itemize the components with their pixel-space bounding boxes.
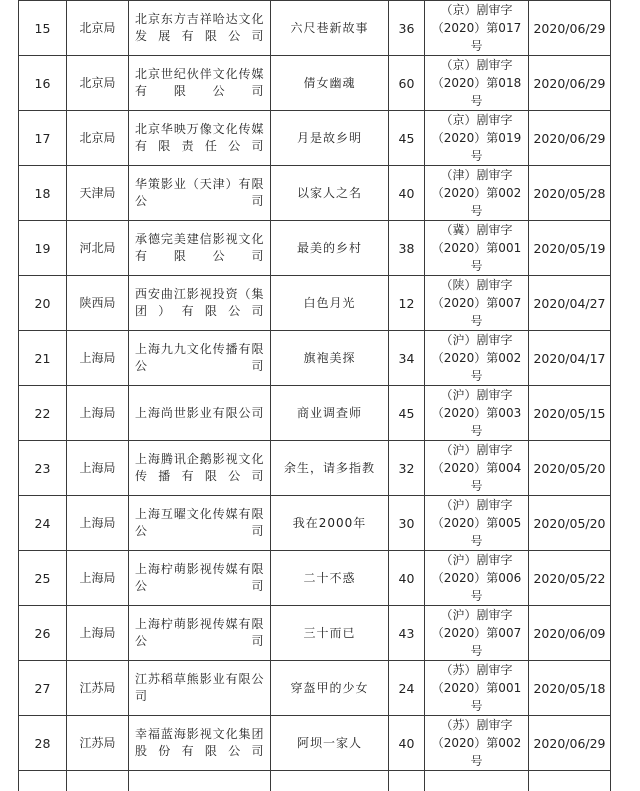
table-row-partial [19,771,611,791]
table-row [19,716,611,771]
license-line-2: （2020）第002号 [431,186,522,218]
license-line-2: （2020）第001号 [431,241,522,273]
bureau-cell: 上海局 [67,331,129,386]
title-cell: 二十不惑 [271,551,389,606]
title-cell: 六尺巷新故事 [271,1,389,56]
table-row [19,386,611,441]
empty-cell [271,771,389,791]
bureau-cell: 江苏局 [67,661,129,716]
license-cell [425,716,529,771]
episodes-cell: 43 [389,606,425,661]
license-line-2: （2020）第007号 [431,296,522,328]
license-cell [425,386,529,441]
company-cell: 北京华映万像文化传媒有限责任公司 [129,111,271,166]
company-cell: 上海柠萌影视传媒有限公司 [129,606,271,661]
date-cell: 2020/06/29 [529,1,611,56]
empty-cell [19,771,67,791]
license-line-1: （京）剧审字 [440,58,513,72]
table-row [19,1,611,56]
title-cell: 月是故乡明 [271,111,389,166]
title-cell: 倩女幽魂 [271,56,389,111]
license-cell [425,606,529,661]
company-cell: 西安曲江影视投资（集团）有限公司 [129,276,271,331]
license-line-1: （冀）剧审字 [440,223,513,237]
company-cell: 上海柠萌影视传媒有限公司 [129,551,271,606]
license-line-1: （沪）剧审字 [440,498,513,512]
bureau-cell: 北京局 [67,111,129,166]
license-cell [425,1,529,56]
company-cell: 上海尚世影业有限公司 [129,386,271,441]
empty-cell [67,771,129,791]
date-cell: 2020/06/29 [529,56,611,111]
license-line-1: （苏）剧审字 [440,718,513,732]
empty-cell [425,771,529,791]
table-body [19,1,611,791]
license-cell [425,276,529,331]
title-cell: 穿盔甲的少女 [271,661,389,716]
license-cell [425,496,529,551]
license-cell [425,221,529,276]
company-cell: 北京东方吉祥哈达文化发展有限公司 [129,1,271,56]
license-line-2: （2020）第017号 [431,21,522,53]
license-line-1: （苏）剧审字 [440,663,513,677]
episodes-cell: 32 [389,441,425,496]
bureau-cell: 北京局 [67,1,129,56]
company-cell: 北京世纪伙伴文化传媒有限公司 [129,56,271,111]
bureau-cell: 上海局 [67,606,129,661]
episodes-cell: 40 [389,716,425,771]
date-cell: 2020/06/29 [529,716,611,771]
row-number: 28 [19,716,67,771]
date-cell: 2020/05/22 [529,551,611,606]
table-row [19,166,611,221]
title-cell: 商业调查师 [271,386,389,441]
license-line-1: （沪）剧审字 [440,443,513,457]
date-cell: 2020/06/29 [529,111,611,166]
license-line-2: （2020）第002号 [431,736,522,768]
bureau-cell: 天津局 [67,166,129,221]
date-cell: 2020/05/20 [529,441,611,496]
episodes-cell: 12 [389,276,425,331]
bureau-cell: 江苏局 [67,716,129,771]
date-cell: 2020/06/09 [529,606,611,661]
row-number: 22 [19,386,67,441]
episodes-cell: 38 [389,221,425,276]
license-cell [425,166,529,221]
empty-cell [129,771,271,791]
date-cell: 2020/05/20 [529,496,611,551]
document-page [18,0,610,791]
episodes-cell: 45 [389,111,425,166]
license-line-1: （沪）剧审字 [440,333,513,347]
row-number: 19 [19,221,67,276]
company-cell: 幸福蓝海影视文化集团股份有限公司 [129,716,271,771]
title-cell: 白色月光 [271,276,389,331]
table-row [19,331,611,386]
title-cell: 以家人之名 [271,166,389,221]
license-line-2: （2020）第006号 [431,571,522,603]
episodes-cell: 60 [389,56,425,111]
approval-table [18,0,611,791]
episodes-cell: 40 [389,166,425,221]
title-cell: 最美的乡村 [271,221,389,276]
empty-cell [389,771,425,791]
license-cell [425,56,529,111]
row-number: 20 [19,276,67,331]
row-number: 26 [19,606,67,661]
license-line-2: （2020）第007号 [431,626,522,658]
title-cell: 旗袍美探 [271,331,389,386]
bureau-cell: 上海局 [67,386,129,441]
row-number: 15 [19,1,67,56]
episodes-cell: 30 [389,496,425,551]
row-number: 24 [19,496,67,551]
bureau-cell: 河北局 [67,221,129,276]
date-cell: 2020/05/19 [529,221,611,276]
row-number: 18 [19,166,67,221]
license-cell [425,551,529,606]
bureau-cell: 陕西局 [67,276,129,331]
row-number: 16 [19,56,67,111]
date-cell: 2020/05/28 [529,166,611,221]
date-cell: 2020/05/15 [529,386,611,441]
license-line-1: （沪）剧审字 [440,553,513,567]
bureau-cell: 上海局 [67,551,129,606]
bureau-cell: 上海局 [67,496,129,551]
title-cell: 三十而已 [271,606,389,661]
table-row [19,221,611,276]
title-cell: 阿坝一家人 [271,716,389,771]
table-row [19,496,611,551]
license-line-2: （2020）第001号 [431,681,522,713]
title-cell: 余生，请多指教 [271,441,389,496]
license-line-1: （沪）剧审字 [440,608,513,622]
license-line-1: （京）剧审字 [440,3,513,17]
license-cell [425,661,529,716]
bureau-cell: 北京局 [67,56,129,111]
license-line-2: （2020）第004号 [431,461,522,493]
episodes-cell: 36 [389,1,425,56]
episodes-cell: 24 [389,661,425,716]
date-cell: 2020/04/27 [529,276,611,331]
table-row [19,276,611,331]
license-line-2: （2020）第019号 [431,131,522,163]
table-row [19,56,611,111]
bureau-cell: 上海局 [67,441,129,496]
license-line-1: （津）剧审字 [440,168,513,182]
license-line-1: （京）剧审字 [440,113,513,127]
license-cell [425,441,529,496]
company-cell: 上海九九文化传播有限公司 [129,331,271,386]
row-number: 25 [19,551,67,606]
license-line-2: （2020）第002号 [431,351,522,383]
episodes-cell: 34 [389,331,425,386]
table-row [19,441,611,496]
title-cell: 我在2000年 [271,496,389,551]
company-cell: 上海腾讯企鹅影视文化传播有限公司 [129,441,271,496]
table-row [19,111,611,166]
license-line-2: （2020）第003号 [431,406,522,438]
company-cell: 江苏稻草熊影业有限公司 [129,661,271,716]
company-cell: 华策影业（天津）有限公司 [129,166,271,221]
date-cell: 2020/04/17 [529,331,611,386]
date-cell: 2020/05/18 [529,661,611,716]
episodes-cell: 40 [389,551,425,606]
license-cell [425,111,529,166]
license-cell [425,331,529,386]
row-number: 23 [19,441,67,496]
license-line-1: （沪）剧审字 [440,388,513,402]
table-row [19,606,611,661]
license-line-2: （2020）第018号 [431,76,522,108]
license-line-2: （2020）第005号 [431,516,522,548]
company-cell: 承德完美建信影视文化有限公司 [129,221,271,276]
empty-cell [529,771,611,791]
episodes-cell: 45 [389,386,425,441]
row-number: 21 [19,331,67,386]
license-line-1: （陕）剧审字 [440,278,513,292]
table-row [19,661,611,716]
row-number: 17 [19,111,67,166]
table-row [19,551,611,606]
row-number: 27 [19,661,67,716]
company-cell: 上海互曜文化传媒有限公司 [129,496,271,551]
